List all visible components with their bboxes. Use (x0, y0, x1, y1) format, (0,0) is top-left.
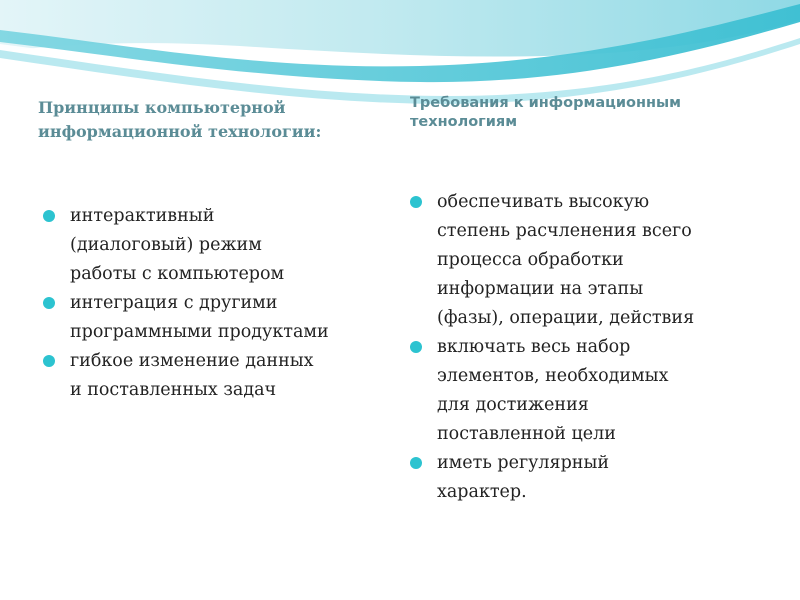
bullet-dot-icon (43, 355, 55, 367)
list-item-line: иметь регулярный (437, 453, 610, 473)
list-item-line: поставленной цели (437, 424, 616, 444)
list-item (38, 347, 408, 405)
list-item-line: программными продуктами (70, 322, 329, 342)
list-item (38, 289, 408, 347)
principles-list (38, 202, 408, 405)
left-column-heading (38, 96, 398, 144)
list-item-line: степень расчленения всего (437, 221, 692, 241)
list-item-line: процесса обработки (437, 250, 624, 270)
list-item-line: обеспечивать высокую (437, 192, 650, 212)
heading-line: технологиям (410, 114, 518, 130)
list-item (405, 188, 785, 333)
heading-line: информационной технологии: (38, 122, 322, 141)
list-item-line: интеграция с другими (70, 293, 278, 313)
list-item-line: (фазы), операции, действия (437, 308, 695, 328)
list-item-line: для достижения (437, 395, 589, 415)
list-item (405, 333, 785, 449)
list-item-line: гибкое изменение данных (70, 351, 314, 371)
bullet-dot-icon (410, 196, 422, 208)
bullet-dot-icon (43, 297, 55, 309)
requirements-list (405, 188, 785, 507)
heading-line: Требования к информационным (410, 95, 681, 111)
heading-line: Принципы компьютерной (38, 98, 286, 117)
list-item (405, 449, 785, 507)
list-item-line: работы с компьютером (70, 264, 285, 284)
bullet-dot-icon (43, 210, 55, 222)
right-column-heading (410, 94, 780, 132)
bullet-dot-icon (410, 457, 422, 469)
list-item-line: (диалоговый) режим (70, 235, 262, 255)
list-item-line: элементов, необходимых (437, 366, 669, 386)
list-item-line: интерактивный (70, 206, 215, 226)
list-item-line: включать весь набор (437, 337, 631, 357)
list-item-line: и поставленных задач (70, 380, 277, 400)
list-item (38, 202, 408, 289)
bullet-dot-icon (410, 341, 422, 353)
list-item-line: характер. (437, 482, 527, 502)
list-item-line: информации на этапы (437, 279, 644, 299)
